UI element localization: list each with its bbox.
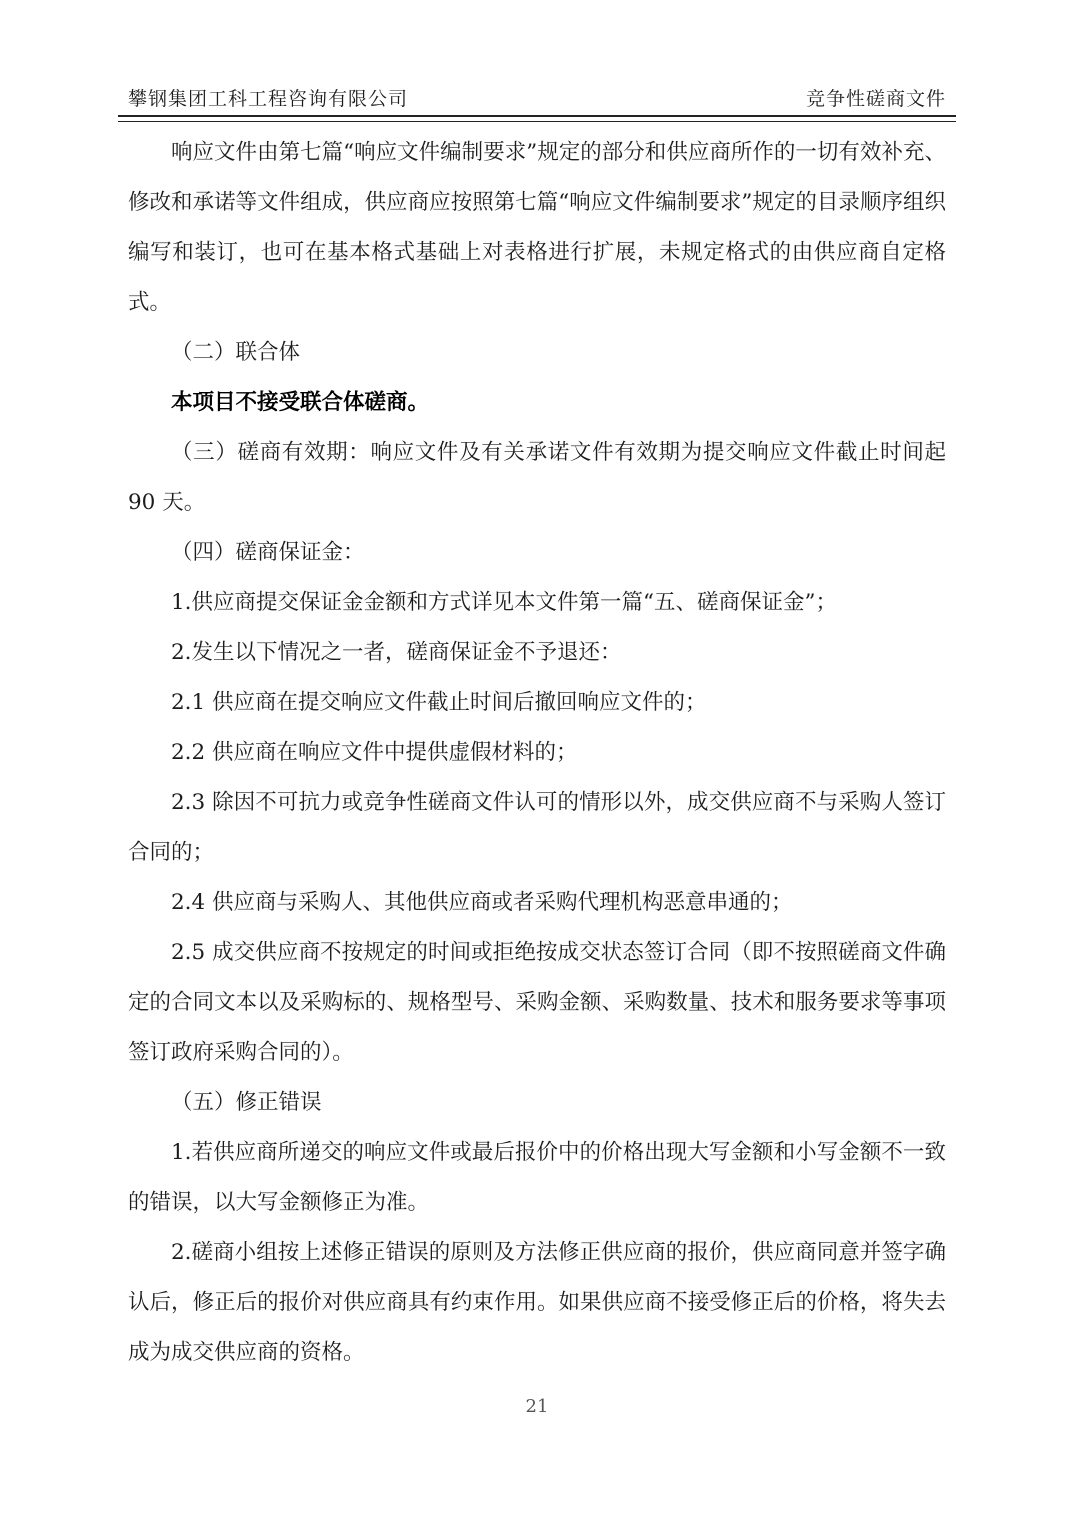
- paragraph: （五）修正错误: [171, 1090, 322, 1115]
- paragraph: 2.磋商小组按上述修正错误的原则及方法修正供应商的报价，供应商同意并签字确认后，修正后的报价对供应商具有约束作用。如果供应商不接受修正后的价格，将失去成为成交供应商的资格。: [128, 1240, 946, 1365]
- paragraph: 2.4 供应商与采购人、其他供应商或者采购代理机构恶意串通的；: [171, 890, 793, 915]
- paragraph: （二）联合体: [171, 340, 301, 365]
- paragraph: 2.5 成交供应商不按规定的时间或拒绝按成交状态签订合同（即不按照磋商文件确定的合同文本以及采购标的、规格型号、采购金额、采购数量、技术和服务要求等事项签订政府采购合同的）。: [128, 940, 946, 1065]
- header-company-name: 攀钢集团工科工程咨询有限公司: [128, 88, 409, 110]
- header-doc-type: 竞争性磋商文件: [805, 88, 946, 110]
- page-footer: [0, 1396, 1074, 1417]
- paragraph: 1.若供应商所递交的响应文件或最后报价中的价格出现大写金额和小写金额不一致的错误，以大写金额修正为准。: [128, 1140, 946, 1215]
- paragraph: 响应文件由第七篇“响应文件编制要求”规定的部分和供应商所作的一切有效补充、修改和承诺等文件组成，供应商应按照第七篇“响应文件编制要求”规定的目录顺序组织编写和装订，也可在基本格式基础上对表格进行扩展，未规定格式的由供应商自定格式。: [128, 140, 946, 315]
- document-body: [128, 128, 946, 1378]
- paragraph: 1.供应商提交保证金金额和方式详见本文件第一篇“五、磋商保证金”；: [171, 590, 837, 615]
- paragraph: 本项目不接受联合体磋商。: [171, 390, 430, 415]
- paragraph: 2.2 供应商在响应文件中提供虚假材料的；: [171, 740, 578, 765]
- page-number: 21: [525, 1396, 549, 1417]
- paragraph: 2.3 除因不可抗力或竞争性磋商文件认可的情形以外，成交供应商不与采购人签订合同的；: [128, 790, 946, 865]
- paragraph: （三）磋商有效期：响应文件及有关承诺文件有效期为提交响应文件截止时间起 90 天。: [128, 440, 946, 515]
- page-header: [128, 84, 946, 111]
- paragraph: 2.1 供应商在提交响应文件截止时间后撤回响应文件的；: [171, 690, 707, 715]
- header-rule: [118, 115, 956, 122]
- paragraph: 2.发生以下情况之一者，磋商保证金不予退还：: [171, 640, 622, 665]
- paragraph: （四）磋商保证金：: [171, 540, 365, 565]
